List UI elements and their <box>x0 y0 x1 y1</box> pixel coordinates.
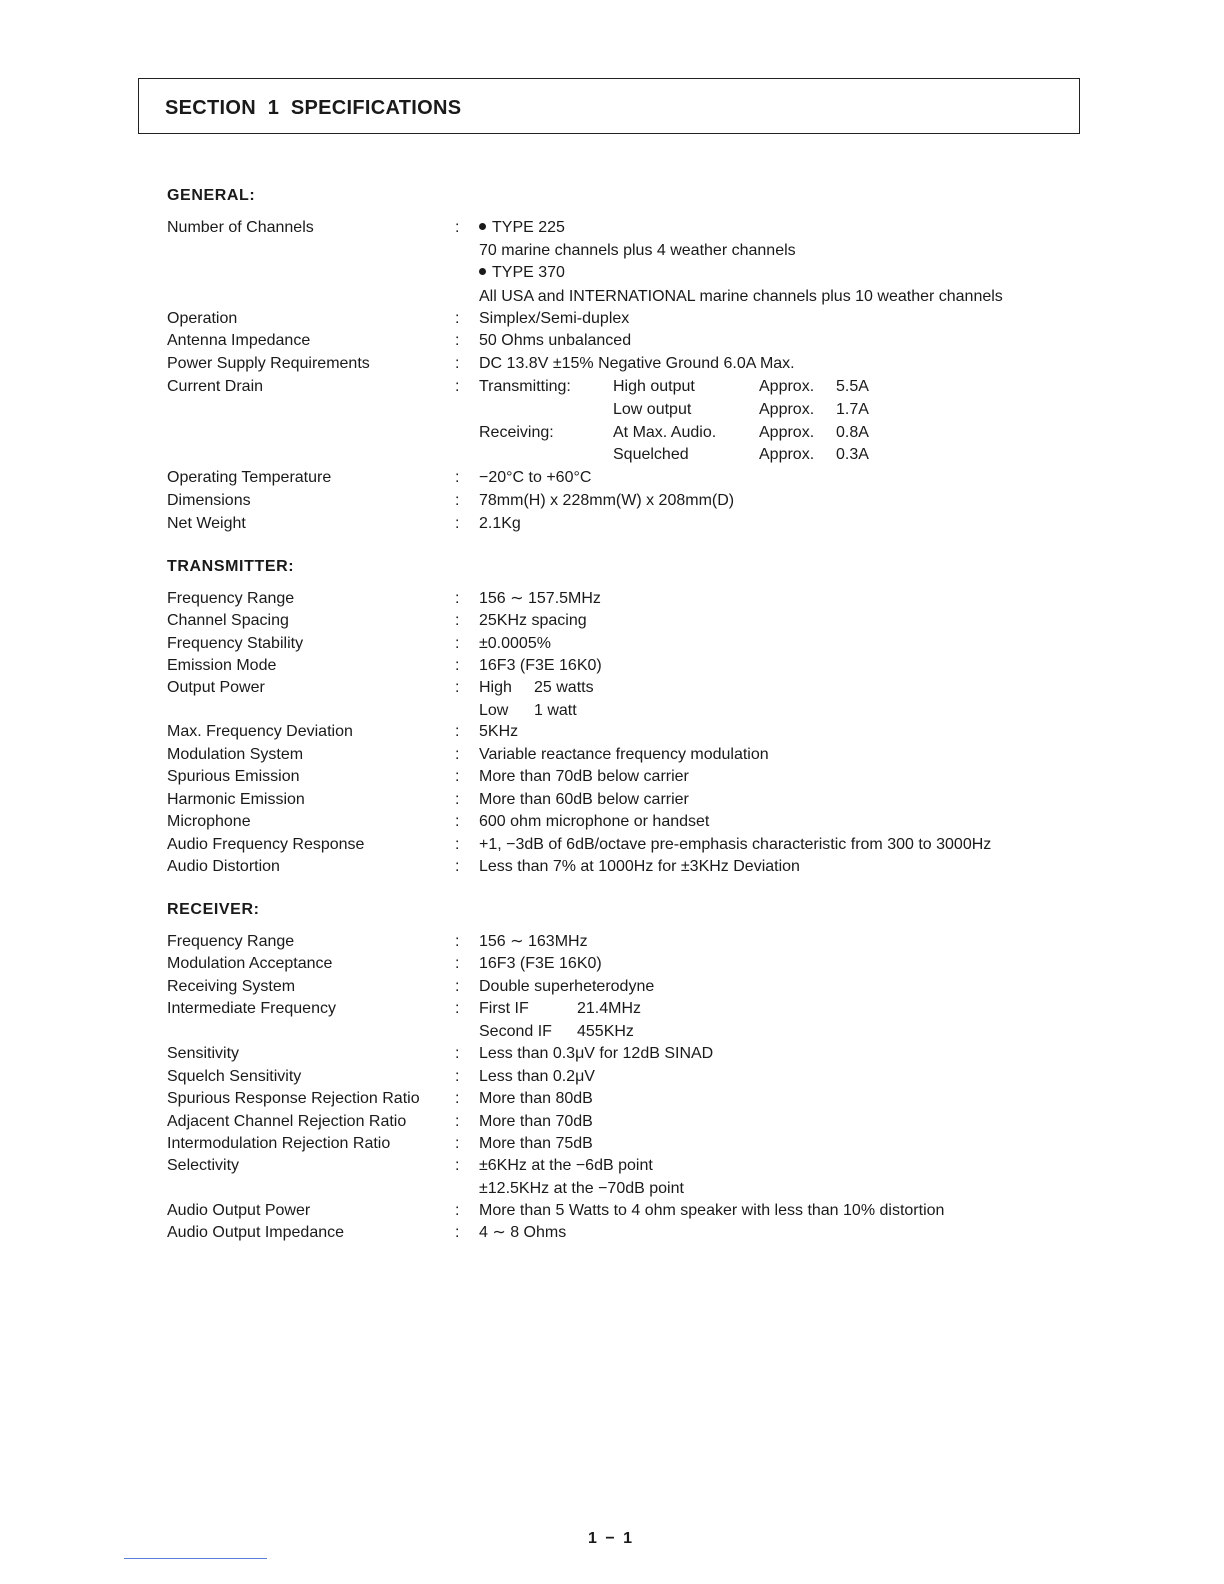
spec-label: Output Power <box>167 679 265 696</box>
colon: : <box>455 858 460 875</box>
bullet-icon <box>479 223 486 230</box>
bullet-icon <box>479 268 486 275</box>
spec-value: 600 ohm microphone or handset <box>479 813 710 830</box>
spec-value: 16F3 (F3E 16K0) <box>479 657 602 674</box>
general-heading: GENERAL: <box>167 187 256 204</box>
spec-row <box>0 490 1224 512</box>
spec-label: Spurious Emission <box>167 768 300 785</box>
colon: : <box>455 1000 460 1017</box>
colon: : <box>455 723 460 740</box>
spec-value: All USA and INTERNATIONAL marine channels plus 10 weather channels <box>479 288 1003 305</box>
spec-label: Squelch Sensitivity <box>167 1068 302 1085</box>
spec-row <box>0 1200 1224 1222</box>
spec-value: Less than 0.3μV for 12dB SINAD <box>479 1045 714 1062</box>
power-level-label: High <box>479 679 512 696</box>
drain-condition: Low output <box>613 401 692 418</box>
spec-row <box>0 1066 1224 1088</box>
spec-value: 156 ∼ 163MHz <box>479 933 588 950</box>
drain-mode: Receiving: <box>479 424 554 441</box>
spec-value: More than 75dB <box>479 1135 593 1152</box>
spec-row <box>0 610 1224 632</box>
spec-value <box>479 217 565 239</box>
spec-row <box>0 330 1224 352</box>
colon: : <box>455 590 460 607</box>
spec-value: ±12.5KHz at the −70dB point <box>479 1180 684 1197</box>
colon: : <box>455 612 460 629</box>
spec-row-cont <box>0 1178 1224 1200</box>
spec-label: Audio Output Power <box>167 1202 311 1219</box>
spec-row <box>0 976 1224 998</box>
spec-value: +1, −3dB of 6dB/octave pre-emphasis characteristic from 300 to 3000Hz <box>479 836 992 853</box>
spec-row <box>0 1043 1224 1065</box>
spec-value: DC 13.8V ±15% Negative Ground 6.0A Max. <box>479 355 795 372</box>
colon: : <box>455 679 460 696</box>
drain-value: 5.5A <box>836 378 869 395</box>
spec-label: Max. Frequency Deviation <box>167 723 353 740</box>
spec-row <box>0 789 1224 811</box>
spec-row-selectivity <box>0 1155 1224 1177</box>
if-value: 21.4MHz <box>577 1000 642 1017</box>
spec-label: Audio Distortion <box>167 858 280 875</box>
spec-row <box>0 834 1224 856</box>
drain-value: 1.7A <box>836 401 869 418</box>
spec-row <box>0 588 1224 610</box>
if-label: Second IF <box>479 1023 552 1040</box>
colon: : <box>455 813 460 830</box>
spec-label: Net Weight <box>167 515 246 532</box>
spec-label: Number of Channels <box>167 219 314 236</box>
drain-approx: Approx. <box>759 378 815 395</box>
spec-label: Operating Temperature <box>167 469 332 486</box>
drain-mode: Transmitting: <box>479 378 571 395</box>
spec-row-output-power <box>0 677 1224 699</box>
footer-rule <box>124 1558 267 1559</box>
spec-value: ±0.0005% <box>479 635 551 652</box>
spec-label: Spurious Response Rejection Ratio <box>167 1090 420 1107</box>
spec-row-cont <box>0 1021 1224 1043</box>
spec-label: Power Supply Requirements <box>167 355 370 372</box>
drain-condition: High output <box>613 378 695 395</box>
spec-label: Channel Spacing <box>167 612 289 629</box>
drain-value: 0.8A <box>836 424 869 441</box>
colon: : <box>455 1224 460 1241</box>
if-value: 455KHz <box>577 1023 634 1040</box>
spec-value: Double superheterodyne <box>479 978 655 995</box>
spec-value: Variable reactance frequency modulation <box>479 746 769 763</box>
spec-value: 25KHz spacing <box>479 612 587 629</box>
spec-value: More than 70dB <box>479 1113 593 1130</box>
spec-row-channels <box>0 217 1224 239</box>
spec-row <box>0 811 1224 833</box>
spec-row <box>0 953 1224 975</box>
spec-row <box>0 308 1224 330</box>
spec-label: Modulation Acceptance <box>167 955 333 972</box>
spec-label: Antenna Impedance <box>167 332 311 349</box>
colon: : <box>455 1202 460 1219</box>
spec-row <box>0 1111 1224 1133</box>
colon: : <box>455 1113 460 1130</box>
if-label: First IF <box>479 1000 529 1017</box>
colon: : <box>455 955 460 972</box>
colon: : <box>455 1068 460 1085</box>
spec-label: Frequency Range <box>167 933 295 950</box>
spec-label: Frequency Stability <box>167 635 304 652</box>
spec-value: More than 70dB below carrier <box>479 768 689 785</box>
colon: : <box>455 378 460 395</box>
colon: : <box>455 469 460 486</box>
spec-label: Audio Output Impedance <box>167 1224 345 1241</box>
spec-row-cont <box>0 422 1224 444</box>
spec-value: More than 60dB below carrier <box>479 791 689 808</box>
colon: : <box>455 978 460 995</box>
spec-label: Harmonic Emission <box>167 791 305 808</box>
spec-value: ±6KHz at the −6dB point <box>479 1157 653 1174</box>
spec-value: 5KHz <box>479 723 519 740</box>
colon: : <box>455 791 460 808</box>
spec-label: Modulation System <box>167 746 304 763</box>
colon: : <box>455 310 460 327</box>
colon: : <box>455 332 460 349</box>
transmitter-heading: TRANSMITTER: <box>167 558 295 575</box>
page-number: 1 − 1 <box>588 1530 635 1547</box>
spec-label: Frequency Range <box>167 590 295 607</box>
type370-label: TYPE 370 <box>492 264 565 281</box>
colon: : <box>455 768 460 785</box>
spec-row-cont <box>0 262 1224 284</box>
colon: : <box>455 515 460 532</box>
spec-value <box>479 262 565 284</box>
colon: : <box>455 355 460 372</box>
spec-label: Receiving System <box>167 978 296 995</box>
spec-value: −20°C to +60°C <box>479 469 592 486</box>
spec-value: 70 marine channels plus 4 weather channels <box>479 242 796 259</box>
spec-row <box>0 513 1224 535</box>
drain-approx: Approx. <box>759 401 815 418</box>
spec-label: Selectivity <box>167 1157 240 1174</box>
spec-label: Audio Frequency Response <box>167 836 365 853</box>
colon: : <box>455 635 460 652</box>
spec-row-if <box>0 998 1224 1020</box>
colon: : <box>455 1135 460 1152</box>
spec-value: 4 ∼ 8 Ohms <box>479 1224 567 1241</box>
spec-value: 50 Ohms unbalanced <box>479 332 632 349</box>
spec-value: 78mm(H) x 228mm(W) x 208mm(D) <box>479 492 735 509</box>
spec-row <box>0 766 1224 788</box>
spec-value: 16F3 (F3E 16K0) <box>479 955 602 972</box>
spec-row <box>0 856 1224 878</box>
type225-label: TYPE 225 <box>492 219 565 236</box>
spec-row-current-drain <box>0 376 1224 398</box>
spec-row <box>0 353 1224 375</box>
spec-label: Adjacent Channel Rejection Ratio <box>167 1113 407 1130</box>
spec-row <box>0 467 1224 489</box>
colon: : <box>455 1157 460 1174</box>
spec-row-cont <box>0 444 1224 466</box>
spec-row <box>0 744 1224 766</box>
spec-label: Emission Mode <box>167 657 277 674</box>
spec-value: 2.1Kg <box>479 515 521 532</box>
receiver-heading: RECEIVER: <box>167 901 260 918</box>
spec-label: Dimensions <box>167 492 251 509</box>
spec-value: Less than 7% at 1000Hz for ±3KHz Deviation <box>479 858 800 875</box>
drain-value: 0.3A <box>836 446 869 463</box>
spec-row <box>0 1222 1224 1244</box>
spec-row-cont <box>0 240 1224 262</box>
spec-row-cont <box>0 286 1224 308</box>
colon: : <box>455 1045 460 1062</box>
spec-value: 156 ∼ 157.5MHz <box>479 590 601 607</box>
spec-label: Microphone <box>167 813 251 830</box>
colon: : <box>455 219 460 236</box>
spec-row <box>0 633 1224 655</box>
spec-label: Current Drain <box>167 378 264 395</box>
power-level-value: 25 watts <box>534 679 594 696</box>
spec-label: Sensitivity <box>167 1045 240 1062</box>
section-title: SECTION 1 SPECIFICATIONS <box>165 97 462 119</box>
colon: : <box>455 1090 460 1107</box>
colon: : <box>455 836 460 853</box>
section-title-box <box>138 78 1080 134</box>
colon: : <box>455 657 460 674</box>
spec-row <box>0 931 1224 953</box>
spec-label: Operation <box>167 310 238 327</box>
drain-approx: Approx. <box>759 424 815 441</box>
spec-value: More than 80dB <box>479 1090 593 1107</box>
drain-condition: At Max. Audio. <box>613 424 717 441</box>
drain-approx: Approx. <box>759 446 815 463</box>
spec-value: Less than 0.2μV <box>479 1068 595 1085</box>
spec-label: Intermodulation Rejection Ratio <box>167 1135 391 1152</box>
spec-row-cont <box>0 399 1224 421</box>
spec-value: Simplex/Semi-duplex <box>479 310 630 327</box>
colon: : <box>455 492 460 509</box>
spec-row <box>0 721 1224 743</box>
colon: : <box>455 933 460 950</box>
spec-row <box>0 655 1224 677</box>
spec-row <box>0 1133 1224 1155</box>
spec-row <box>0 1088 1224 1110</box>
spec-label: Intermediate Frequency <box>167 1000 336 1017</box>
power-level-value: 1 watt <box>534 702 577 719</box>
colon: : <box>455 746 460 763</box>
power-level-label: Low <box>479 702 509 719</box>
drain-condition: Squelched <box>613 446 689 463</box>
spec-row-cont <box>0 700 1224 722</box>
spec-value: More than 5 Watts to 4 ohm speaker with less than 10% distortion <box>479 1202 945 1219</box>
